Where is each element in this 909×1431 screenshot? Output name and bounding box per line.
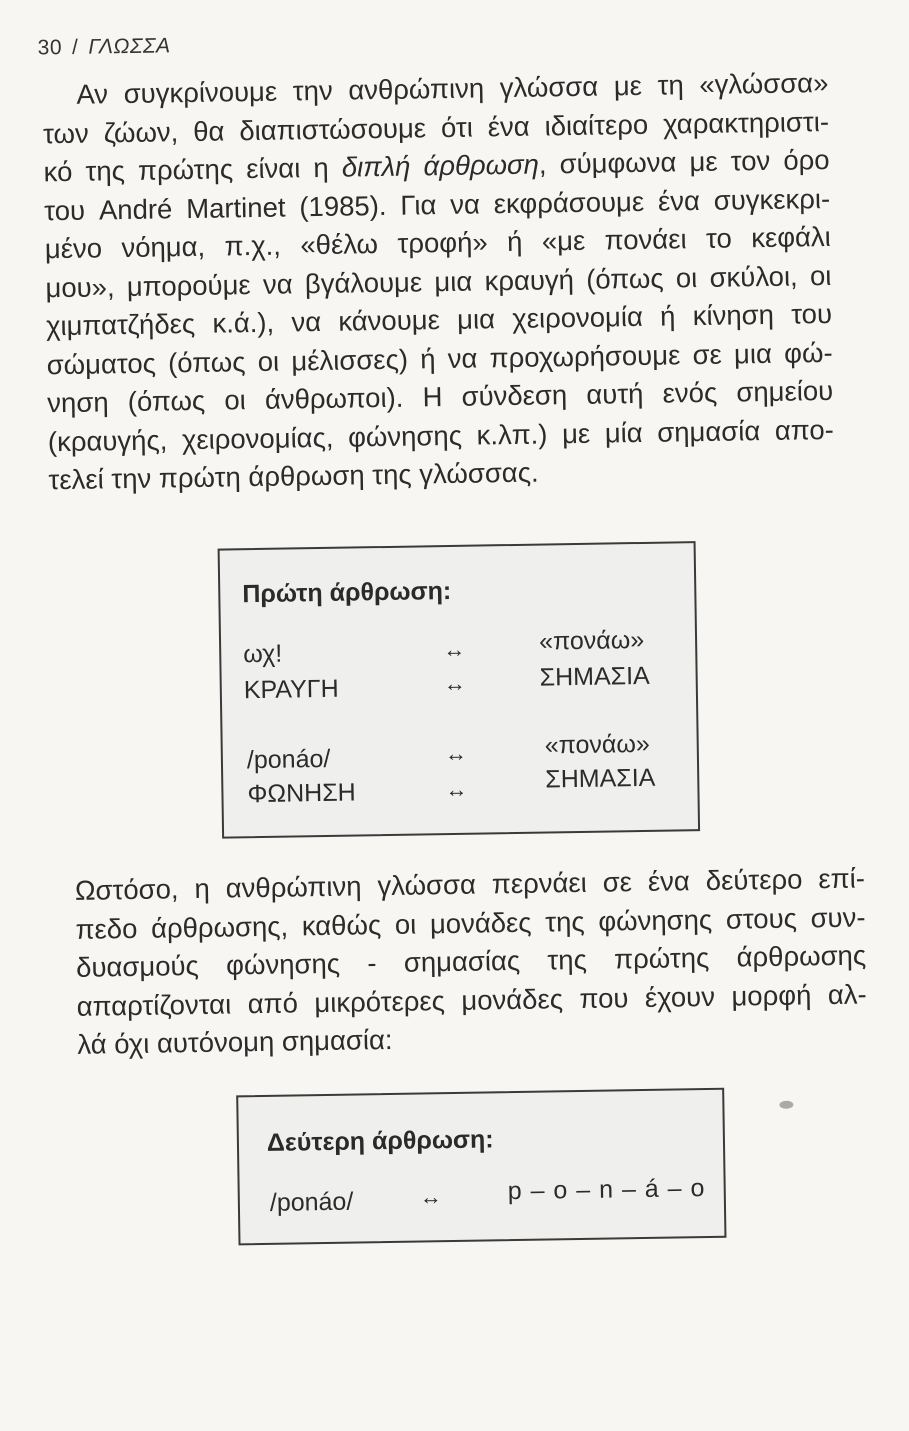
paragraph-line: (κραυγής, χειρονομίας, φώνησης κ.λπ.) με μία σημασία απο- [47, 413, 835, 457]
cell-left: /ponáo/ [269, 1187, 354, 1217]
cell-left: ωχ! [243, 639, 283, 669]
cell-right: ΣΗΜΑΣΙΑ [539, 661, 650, 692]
paragraph-line: λά όχι αυτόνομη σημασία: [77, 1023, 393, 1060]
paragraph-line: του André Martinet (1985). Για να εκφράσουμε ένα συγκεκρι- [44, 182, 831, 226]
cell-left: ΦΩΝΗΣΗ [247, 778, 356, 809]
box-title: Δεύτερη άρθρωση: [266, 1125, 494, 1157]
double-arrow-icon: ↔ [445, 776, 468, 803]
running-head [38, 34, 171, 60]
paragraph-line: Αν συγκρίνουμε την ανθρώπινη γλώσσα με τη «γλώσσα» [76, 66, 829, 110]
paper-speck [779, 1101, 793, 1109]
double-arrow-icon: ↔ [443, 670, 466, 697]
paragraph-line: πεδο άρθρωσης, καθώς οι μονάδες της φώνησης στους συν- [75, 901, 866, 945]
header-separator: / [71, 35, 79, 59]
second-articulation-box [236, 1088, 726, 1246]
cell-right: ΣΗΜΑΣΙΑ [545, 763, 656, 794]
cell-right: «πονάω» [538, 625, 645, 656]
double-arrow-icon: ↔ [419, 1184, 442, 1210]
paragraph-line: μου», μπορούμε να βγάλουμε μια κραυγή (όπως οι σκύλοι, οι [45, 259, 832, 303]
paragraph-line: χιμπατζήδες κ.ά.), να κάνουμε μια χειρονομία ή κίνηση του [45, 297, 833, 342]
text-segment: κό της πρώτης είναι η [43, 151, 343, 188]
paragraph-line: μένο νόημα, π.χ., «θέλω τροφή» ή «με πονάει το κεφάλι [44, 220, 832, 265]
paragraph-second-articulation [75, 860, 868, 1065]
paragraph-line: σώματος (όπως οι μέλισσες) ή να προχωρήσουμε σε μια φώ- [46, 336, 833, 380]
box-title: Πρώτη άρθρωση: [242, 576, 452, 609]
paragraph-line: τελεί την πρώτη άρθρωση της γλώσσας. [48, 456, 539, 496]
double-arrow-icon: ↔ [443, 636, 466, 663]
paragraph-first-articulation [42, 64, 835, 500]
text-segment: , σύμφωνα με τον όρο [538, 143, 830, 180]
paragraph-line: Ωστόσο, η ανθρώπινη γλώσσα περνάει σε ένα δεύτερο επί- [74, 862, 866, 906]
cell-left: /ponáo/ [246, 744, 331, 775]
paragraph-line: νηση (όπως οι άνθρωποι). Η σύνδεση αυτή ενός σημείου [47, 374, 834, 419]
page-number: 30 [37, 36, 63, 60]
double-arrow-icon: ↔ [444, 740, 468, 767]
paragraph-line: των ζώων, θα διαπιστώσουμε ότι ένα ιδιαίτερο χαρακτηριστι- [42, 105, 830, 149]
emphasized-term: διπλή άρθρωση [341, 148, 540, 183]
chapter-title: ΓΛΩΣΣΑ [88, 34, 171, 59]
paragraph-line: απαρτίζονται από μικρότερες μονάδες που έχουν μορφή αλ- [76, 977, 867, 1022]
first-articulation-box [218, 541, 700, 838]
paragraph-line: δυασμούς φώνησης - σημασίας της πρώτης άρθρωσης [75, 939, 867, 983]
cell-right: p – o – n – á – o [507, 1174, 706, 1206]
cell-left: ΚΡΑΥΓΗ [243, 674, 339, 705]
cell-right: «πονάω» [544, 729, 651, 760]
